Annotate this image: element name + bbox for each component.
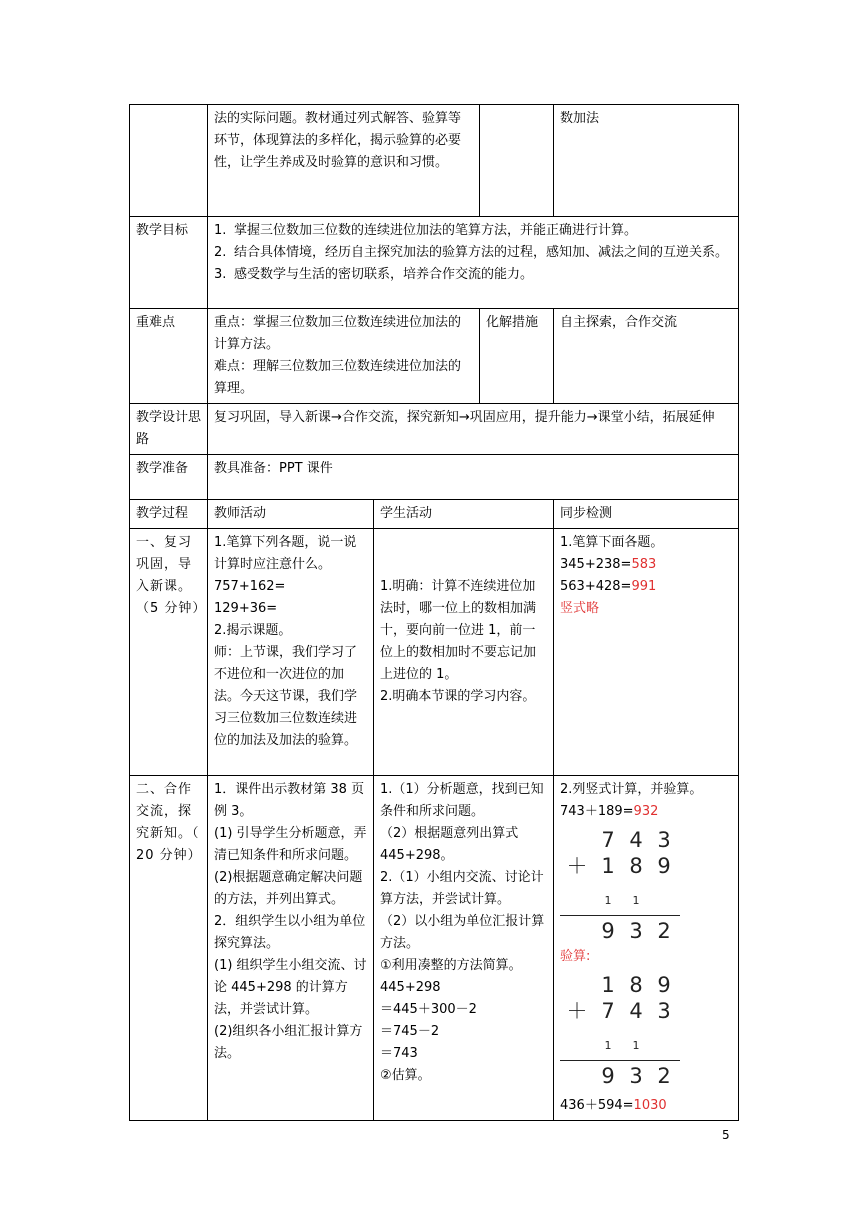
section2-row: [130, 776, 739, 1121]
teacher-step: (2)组织各小组汇报计算方法。: [214, 1024, 363, 1061]
key-point: 重点：掌握三位数加三位数连续进位加法的计算方法。: [214, 315, 462, 352]
goal-item: 1. 掌握三位数加三位数的连续进位加法的笔算方法，并能正确进行计算。: [214, 223, 638, 238]
check-note: 竖式略: [560, 601, 600, 616]
keypoints-row: [130, 309, 739, 404]
section1-teacher: [208, 529, 374, 776]
keypoints-content: [208, 309, 480, 404]
teacher-step: (2)根据题意确定解决问题的方法，并列出算式。: [214, 870, 363, 907]
section1-row: [130, 529, 739, 776]
verify-label: 验算:: [560, 949, 591, 965]
goals-content: [208, 217, 739, 309]
student-step: 445+298: [380, 980, 441, 995]
goal-item: 3. 感受数学与生活的密切联系，培养合作交流的能力。: [214, 267, 534, 282]
vertical-calculation: 7 4 3 ＋ $1_1$ $8_1$ 9 9 3 2: [560, 827, 732, 944]
student-step: 1.（1）分析题意，找到已知条件和所求问题。: [380, 782, 544, 819]
check-q2: 436＋594=1030: [560, 1098, 667, 1114]
check-a2: 991: [631, 579, 657, 594]
goals-row: [130, 217, 739, 309]
hard-point: 难点：理解三位数加三位数连续进位加法的算理。: [214, 359, 462, 396]
student-step: ＝745－2: [380, 1024, 440, 1039]
student-step: ＝743: [380, 1046, 418, 1061]
check-q1: 743＋189=932: [560, 804, 659, 819]
section1-check: [554, 529, 739, 776]
check-title: 2.列竖式计算，并验算。: [560, 782, 703, 797]
section1-label: 一、复习巩固，导入新课。（5 分钟）: [130, 529, 208, 776]
goals-label: 教学目标: [130, 217, 208, 309]
sum-line: [560, 915, 680, 916]
check-q1: 345+238=583: [560, 557, 657, 572]
process-header-row: [130, 500, 739, 529]
empty-label-cell: [130, 105, 208, 217]
teacher-step: (1) 引导学生分析题意，弄清已知条件和所求问题。: [214, 826, 367, 863]
continued-right: 数加法: [554, 105, 739, 217]
student-step: ①利用凑整的方法简算。: [380, 958, 522, 973]
teacher-step: 129+36=: [214, 601, 278, 616]
measure-label: 化解措施: [480, 309, 554, 404]
student-step: （2）根据题意列出算式 445+298。: [380, 826, 519, 863]
section2-student: [374, 776, 554, 1121]
section2-check: [554, 776, 739, 1121]
continued-row: [130, 105, 739, 217]
process-header-stage: 教学过程: [130, 500, 208, 529]
check-a1: 932: [633, 804, 659, 819]
prep-content: 教具准备：PPT 课件: [208, 455, 739, 500]
teacher-step: 师：上节课，我们学习了不进位和一次进位的加法。今天这节课，我们学习三位数加三位数连续进位的加法及加法的验算。: [214, 645, 358, 748]
empty-cell: [480, 105, 554, 217]
sum-line: [560, 1060, 680, 1061]
keypoints-label: 重难点: [130, 309, 208, 404]
check-title: 1.笔算下面各题。: [560, 535, 664, 550]
prep-label: 教学准备: [130, 455, 208, 500]
measure-content: 自主探索，合作交流: [554, 309, 739, 404]
student-step: （2）以小组为单位汇报计算方法。: [380, 914, 545, 951]
section1-student: [374, 529, 554, 776]
continued-content: 法的实际问题。教材通过列式解答、验算等环节，体现算法的多样化，揭示验算的必要性，让学生养成及时验算的意识和习惯。: [208, 105, 480, 217]
prep-row: [130, 455, 739, 500]
teacher-step: 2.揭示课题。: [214, 623, 292, 638]
verification-calculation: 1 8 9 ＋ $7_1$ $4_1$ 3 9 3 2: [560, 972, 732, 1089]
process-header-check: 同步检测: [554, 500, 739, 529]
student-step: 2.（1）小组内交流、讨论计算方法，并尝试计算。: [380, 870, 544, 907]
process-header-student: 学生活动: [374, 500, 554, 529]
section2-label: 二、合作交流，探究新知。（ 20 分钟）: [130, 776, 208, 1121]
process-header-teacher: 教师活动: [208, 500, 374, 529]
check-q2: 563+428=991: [560, 579, 657, 594]
teacher-step: 1.笔算下列各题，说一说计算时应注意什么。: [214, 535, 357, 572]
check-a1: 583: [631, 557, 657, 572]
goal-item: 2. 结合具体情境，经历自主探究加法的验算方法的过程，感知加、减法之间的互逆关系。: [214, 245, 729, 260]
student-step: 2.明确本节课的学习内容。: [380, 689, 536, 704]
design-content: 复习巩固，导入新课→合作交流，探究新知→巩固应用，提升能力→课堂小结，拓展延伸: [208, 404, 739, 455]
teacher-step: 1．课件出示教材第 38 页例 3。: [214, 782, 365, 819]
student-step: 1.明确：计算不连续进位加法时，哪一位上的数相加满十，要向前一位进 1，前一位上的数相加时不要忘记加上进位的 1。: [380, 579, 537, 682]
design-label: 教学设计思路: [130, 404, 208, 455]
teacher-step: (1) 组织学生小组交流、讨论 445+298 的计算方法，并尝试计算。: [214, 958, 367, 1017]
check-a2: 1030: [633, 1098, 667, 1114]
design-row: [130, 404, 739, 455]
lesson-plan-table: [129, 104, 739, 1121]
student-step: ＝445＋300－2: [380, 1002, 477, 1017]
student-step: ②估算。: [380, 1068, 431, 1083]
teacher-step: 757+162=: [214, 579, 286, 594]
teacher-step: 2．组织学生以小组为单位探究算法。: [214, 914, 366, 951]
page-number: 5: [722, 1128, 730, 1142]
section2-teacher: [208, 776, 374, 1121]
